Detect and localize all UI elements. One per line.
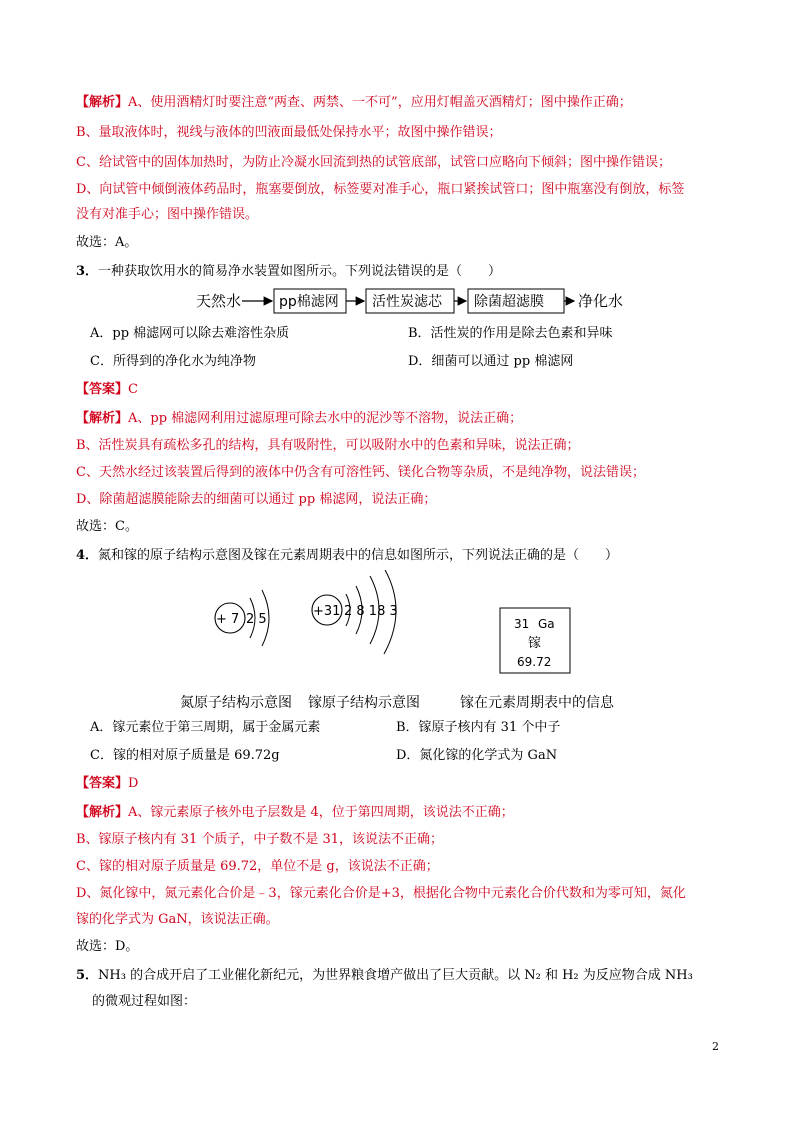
page-number: 2 <box>712 1040 719 1053</box>
flow-pp-filter-label: pp棉滤网 <box>279 294 339 310</box>
q4-atom-structure-figure <box>180 570 650 720</box>
q3-answer-value: C <box>128 382 138 397</box>
q3-option-d: D．细菌可以通过 pp 棉滤网 <box>408 354 574 369</box>
ga-element-symbol: Ga <box>538 617 555 631</box>
q4-answer <box>76 774 138 794</box>
q5-stem-line-2: 的微观过程如图： <box>92 994 197 1009</box>
q4-option-b: B．镓原子核内有 31 个中子 <box>396 720 561 735</box>
q4-number: 4． <box>76 548 99 563</box>
q2-analysis-line-1 <box>76 93 632 113</box>
q4-answer-value: D <box>128 776 139 791</box>
ga-atom-caption: 镓原子结构示意图 <box>308 695 420 711</box>
q3-analysis-line-3: C、天然水经过该装置后得到的液体中仍含有可溶性钙、镁化合物等杂质，不是纯净物，说法错误； <box>76 465 645 480</box>
q2-analysis-line-2: B、量取液体时，视线与液体的凹液面最低处保持水平；故图中操作错误； <box>76 125 502 140</box>
ga-nucleus-charge: +31 <box>313 604 341 619</box>
q3-number: 3． <box>76 264 99 279</box>
q5-stem-line-1 <box>76 966 693 986</box>
q3-stem: 一种获取饮用水的简易净水装置如图所示。下列说法错误的是（ ） <box>98 264 502 279</box>
gallium-atom-diagram <box>308 570 420 711</box>
q4-analysis-line-2: B、镓原子核内有 31 个质子，中子数不是 31，该说法不正确； <box>76 832 444 847</box>
q3-analysis-line-1 <box>76 409 522 429</box>
q4-answer-label: 【答案】 <box>76 776 129 791</box>
q3-option-c: C．所得到的净化水为纯净物 <box>90 354 256 369</box>
q4-stem-line <box>76 546 618 566</box>
q4-stem: 氮和镓的原子结构示意图及镓在元素周期表中的信息如图所示，下列说法正确的是（ ） <box>98 548 619 563</box>
q5-stem-text: NH₃ 的合成开启了工业催化新纪元，为世界粮食增产做出了巨大贡献。以 N₂ 和 H₂ 为反应物合成 NH₃ <box>98 968 693 983</box>
q4-conclusion: 故选：D。 <box>76 939 139 954</box>
ga-element-name: 镓 <box>528 636 542 651</box>
flow-output-label: 净化水 <box>578 292 624 310</box>
q3-option-b: B．活性炭的作用是除去色素和异味 <box>408 326 613 341</box>
q5-number: 5． <box>76 968 99 983</box>
ga-atomic-number: 31 <box>514 617 530 631</box>
q2-analysis-line-5: 没有对准手心；图中操作错误。 <box>76 207 259 222</box>
q3-purification-flow-diagram <box>180 286 640 316</box>
q4-option-d: D．氮化镓的化学式为 GaN <box>396 748 558 763</box>
flow-source-label: 天然水 <box>196 292 242 310</box>
q3-option-a: A．pp 棉滤网可以除去难溶性杂质 <box>90 326 290 341</box>
n-nucleus-charge: + 7 <box>216 612 240 627</box>
q3-analysis-label: 【解析】 <box>76 411 129 426</box>
q2-conclusion: 故选：A。 <box>76 235 138 250</box>
q4-analysis-label: 【解析】 <box>76 805 129 820</box>
q2-analysis-line-3: C、给试管中的固体加热时，为防止冷凝水回流到热的试管底部，试管口应略向下倾斜；图中操作错误； <box>76 155 671 170</box>
q3-answer <box>76 380 138 400</box>
n-atom-caption: 氮原子结构示意图 <box>180 695 292 711</box>
q4-analysis-line-4: D、氮化镓中，氮元素化合价是﹣3，镓元素化合价是+3，根据化合物中元素化合价代数和为零可知，氮化 <box>76 886 686 901</box>
ga-periodic-table-cell <box>460 608 615 711</box>
q3-conclusion: 故选：C。 <box>76 519 138 534</box>
q3-analysis-line-2: B、活性炭具有疏松多孔的结构，具有吸附性，可以吸附水中的色素和异味，说法正确； <box>76 438 580 453</box>
q4-analysis-line-5: 镓的化学式为 GaN，该说法正确。 <box>76 912 279 927</box>
q3-analysis-text: A、pp 棉滤网利用过滤原理可除去水中的泥沙等不溶物，说法正确； <box>128 411 523 426</box>
flow-uf-membrane-label: 除菌超滤膜 <box>474 294 544 310</box>
flow-carbon-filter-label: 活性炭滤芯 <box>372 294 442 310</box>
q4-option-a: A．镓元素位于第三周期，属于金属元素 <box>90 720 321 735</box>
q4-analysis-line-3: C、镓的相对原子质量是 69.72，单位不是 g，该说法不正确； <box>76 859 439 874</box>
q3-stem-line <box>76 262 501 282</box>
q3-answer-label: 【答案】 <box>76 382 129 397</box>
q4-analysis-text: A、镓元素原子核外电子层数是 4，位于第四周期，该说法不正确； <box>128 805 514 820</box>
q4-option-c: C．镓的相对原子质量是 69.72g <box>90 748 280 763</box>
ga-electron-counts: 2 8 18 3 <box>344 604 398 619</box>
n-electron-counts: 2 5 <box>246 612 267 627</box>
q2-analysis-label: 【解析】 <box>76 95 129 110</box>
q2-analysis-text: A、使用酒精灯时要注意“两查、两禁、一不可”，应用灯帽盖灭酒精灯；图中操作正确； <box>128 95 632 110</box>
q4-analysis-line-1 <box>76 803 514 823</box>
nitrogen-atom-diagram <box>180 590 292 711</box>
q3-analysis-line-4: D、除菌超滤膜能除去的细菌可以通过 pp 棉滤网，说法正确； <box>76 492 437 507</box>
q2-analysis-line-4: D、向试管中倾倒液体药品时，瓶塞要倒放，标签要对准手心，瓶口紧挨试管口；图中瓶塞没有倒放，标签 <box>76 182 685 197</box>
ga-cell-caption: 镓在元素周期表中的信息 <box>460 695 614 711</box>
ga-atomic-mass: 69.72 <box>517 655 552 669</box>
